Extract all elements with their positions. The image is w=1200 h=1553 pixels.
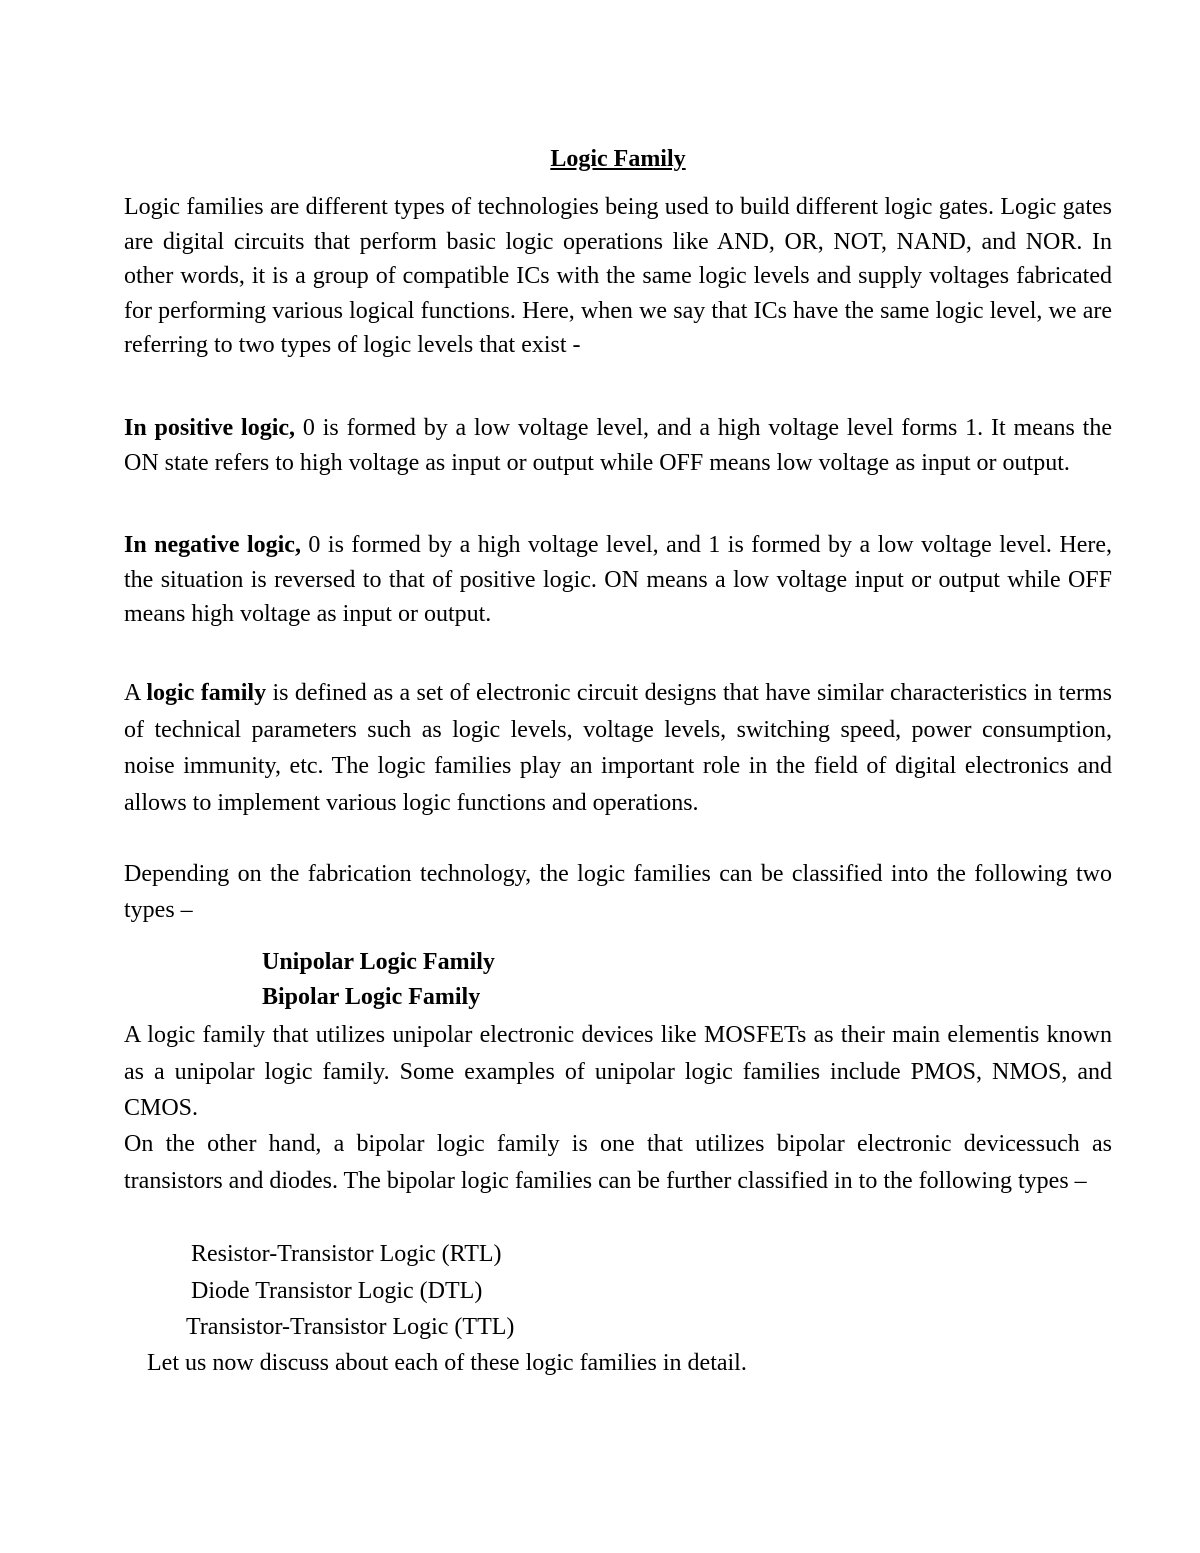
- bipolar-paragraph: On the other hand, a bipolar logic family is one that utilizes bipolar electronic devicessuch as transistors and diodes. The bipolar logic families can be further classified in to the following types –: [124, 1131, 1112, 1194]
- negative-logic-term: In negative logic,: [124, 532, 301, 558]
- unipolar-paragraph: A logic family that utilizes unipolar electronic devices like MOSFETs as their main elementis known as a unipolar logic family. Some examples of unipolar logic families include PMOS, NMOS, and CMOS.: [124, 1022, 1112, 1121]
- bipolar-types-list: [0, 1236, 515, 1346]
- definition-prefix: A: [124, 680, 147, 706]
- positive-logic-paragraph: [124, 411, 1112, 480]
- negative-logic-paragraph: [124, 528, 1112, 632]
- positive-logic-text: 0 is formed by a low voltage level, and a high voltage level forms 1. It means the ON state refers to high voltage as input or output while OFF means low voltage as input or output.: [124, 415, 1112, 476]
- page-title: Logic Family: [550, 146, 686, 172]
- family-type-unipolar: Unipolar Logic Family: [262, 949, 495, 975]
- bipolar-type-ttl: Transistor-Transistor Logic (TTL): [186, 1314, 515, 1340]
- definition-text: is defined as a set of electronic circuit designs that have similar characteristics in terms of technical parameters such as logic levels, voltage levels, switching speed, power consumption, noise immunity, etc. The logic families play an important role in the field of digital electronics and allows to implement various logic functions and operations.: [124, 680, 1112, 816]
- family-type-bipolar: Bipolar Logic Family: [262, 984, 481, 1010]
- definition-term: logic family: [146, 680, 267, 706]
- definition-paragraph: [124, 675, 1112, 821]
- classification-paragraph: Depending on the fabrication technology, the logic families can be classified into the following two types –: [124, 861, 1112, 923]
- intro-paragraph: Logic families are different types of technologies being used to build different logic gates. Logic gates are digital circuits that perform basic logic operations like AND, OR, NOT, NAND, and NOR. In other words, it is a group of compatible ICs with the same logic levels and supply voltages fabricated for performing various logical functions. Here, when we say that ICs have the same logic level, we are referring to two types of logic levels that exist -: [124, 194, 1112, 358]
- bipolar-type-rtl: Resistor-Transistor Logic (RTL): [191, 1241, 502, 1267]
- bipolar-type-dtl: Diode Transistor Logic (DTL): [191, 1277, 483, 1304]
- family-types-list: [262, 945, 495, 1015]
- negative-logic-text: 0 is formed by a high voltage level, and 1 is formed by a low voltage level. Here, the situation is reversed to that of positive logic. ON means a low voltage input or output while OFF means high voltage as input or output.: [124, 532, 1112, 627]
- positive-logic-term: In positive logic,: [124, 415, 296, 441]
- closing-sentence: Let us now discuss about each of these logic families in detail.: [147, 1350, 747, 1376]
